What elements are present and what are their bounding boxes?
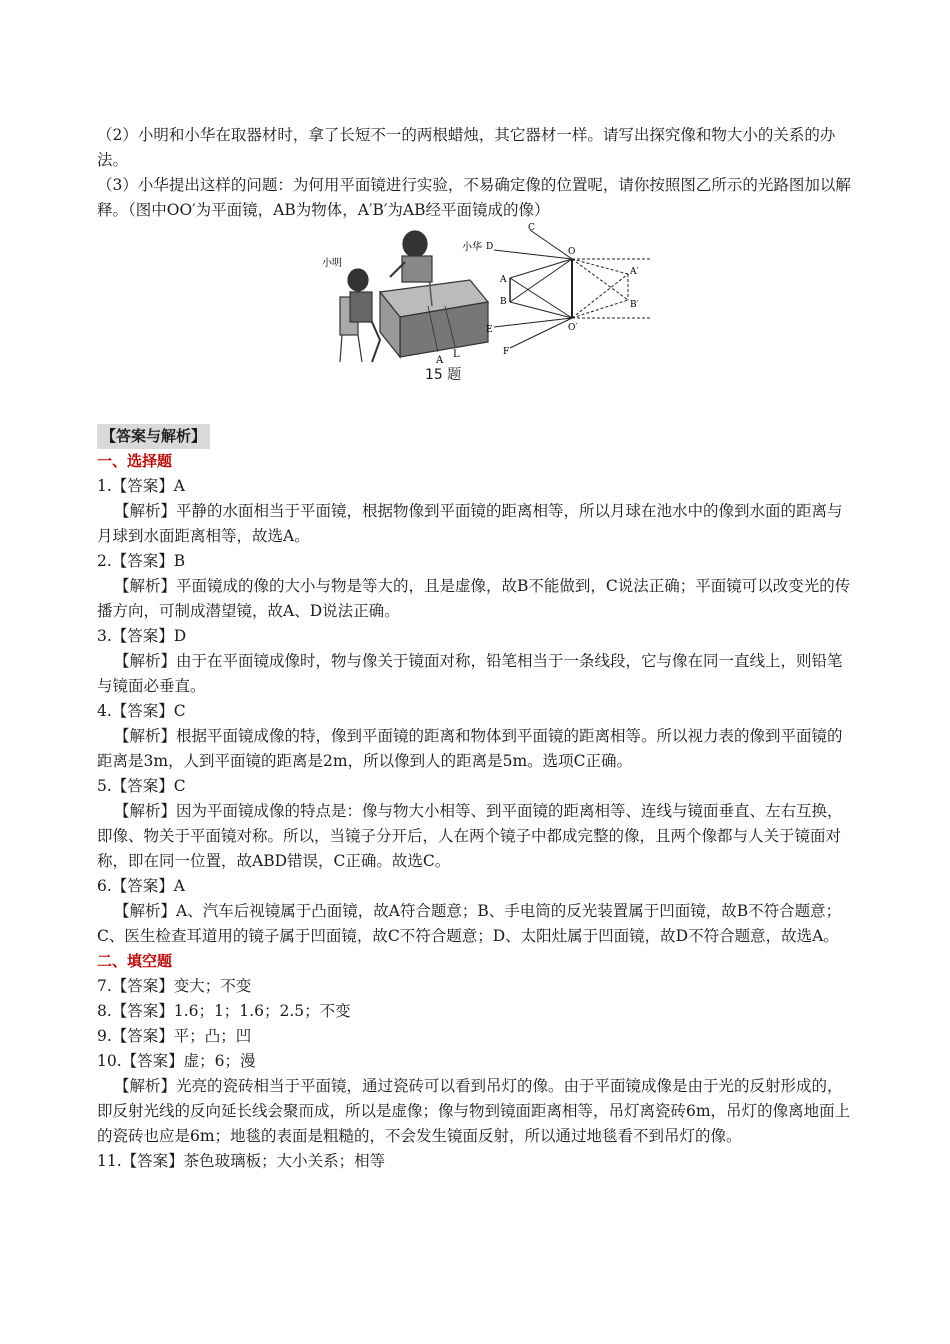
figure-illustration <box>310 222 670 367</box>
answer-8: 8.【答案】1.6；1；1.6；2.5；不变 <box>97 1002 351 1020</box>
explanation-1: 【解析】平静的水面相当于平面镜，根据物像到平面镜的距离相等，所以月球在池水中的像到水面的距离与月球到水面距离相等，故选A。 <box>97 502 843 545</box>
section-title-fill: 二、填空题 <box>97 952 173 970</box>
label-l-left: L <box>453 349 460 360</box>
label-a-prime: A′ <box>630 267 639 277</box>
answer-6: 6.【答案】A <box>97 877 185 895</box>
explanation-3: 【解析】由于在平面镜成像时，物与像关于镜面对称，铅笔相当于一条线段，它与像在同一直线上，则铅笔与镜面必垂直。 <box>97 652 843 695</box>
label-xiaoming: 小明 <box>322 258 342 269</box>
answer-3: 3.【答案】D <box>97 627 187 645</box>
answer-2: 2.【答案】B <box>97 552 186 570</box>
label-d: D <box>486 242 494 252</box>
answer-10: 10.【答案】虚；6；漫 <box>97 1052 256 1070</box>
answers-header: 【答案与解析】 <box>97 424 210 449</box>
explanation-5: 【解析】因为平面镜成像的特点是：像与物大小相等、到平面镜的距离相等、连线与镜面垂直、左右互换，即像、物关于平面镜对称。所以，当镜子分开后，人在两个镜子中都成完整的像，且两个像都与人关于镜面对称，即在同一位置，故ABD错误，C正确。故选C。 <box>97 802 843 870</box>
answer-4: 4.【答案】C <box>97 702 186 720</box>
figure-caption: 15 题 <box>425 367 462 383</box>
section-title-choice: 一、选择题 <box>97 452 173 470</box>
label-f: F <box>503 347 510 357</box>
question-3: （3）小华提出这样的问题：为何用平面镜进行实验，不易确定像的位置呢，请你按照图乙所示的光路图加以解释。（图中OO′为平面镜，AB为物体，A′B′为AB经平面镜成的像） <box>97 176 851 219</box>
label-o-prime: O′ <box>568 323 578 333</box>
answers-block <box>97 424 857 1174</box>
label-xiaohua: 小华 <box>462 242 482 253</box>
question-2: （2）小明和小华在取器材时，拿了长短不一的两根蜡烛，其它器材一样。请写出探究像和物大小的关系的办法。 <box>97 126 836 169</box>
label-a-left: A <box>436 355 444 366</box>
explanation-2: 【解析】平面镜成的像的大小与物是等大的，且是虚像，故B不能做到，C说法正确；平面镜可以改变光的传播方向，可制成潜望镜，故A、D说法正确。 <box>97 577 851 620</box>
explanation-10: 【解析】光亮的瓷砖相当于平面镜，通过瓷砖可以看到吊灯的像。由于平面镜成像是由于光的反射形成的，即反射光线的反向延长线会聚而成，所以是虚像；像与物到镜面距离相等，吊灯离瓷砖6m，吊灯的像离地面上的瓷砖也应是6m；地毯的表面是粗糙的，不会发生镜面反射，所以通过地毯看不到吊灯的像。 <box>97 1077 851 1145</box>
question-block <box>97 123 857 223</box>
label-b-prime: B′ <box>630 300 639 310</box>
label-e: E <box>486 325 493 335</box>
label-a: A <box>500 275 507 285</box>
answer-1: 1.【答案】A <box>97 477 185 495</box>
answer-9: 9.【答案】平；凸；凹 <box>97 1027 252 1045</box>
explanation-6: 【解析】A、汽车后视镜属于凸面镜，故A符合题意；B、手电筒的反光装置属于凹面镜，故B不符合题意；C、医生检查耳道用的镜子属于凹面镜，故C不符合题意；D、太阳灶属于凹面镜，故D不符合题意，故选A。 <box>97 902 842 945</box>
figure-15 <box>310 222 670 387</box>
label-c: C <box>528 223 535 233</box>
explanation-4: 【解析】根据平面镜成像的特，像到平面镜的距离和物体到平面镜的距离相等。所以视力表的像到平面镜的距离是3m，人到平面镜的距离是2m，所以像到人的距离是5m。选项C正确。 <box>97 727 843 770</box>
answer-11: 11.【答案】茶色玻璃板；大小关系；相等 <box>97 1152 386 1170</box>
label-b: B <box>500 297 507 307</box>
label-o: O <box>568 247 576 257</box>
answer-7: 7.【答案】变大；不变 <box>97 977 252 995</box>
answer-5: 5.【答案】C <box>97 777 186 795</box>
